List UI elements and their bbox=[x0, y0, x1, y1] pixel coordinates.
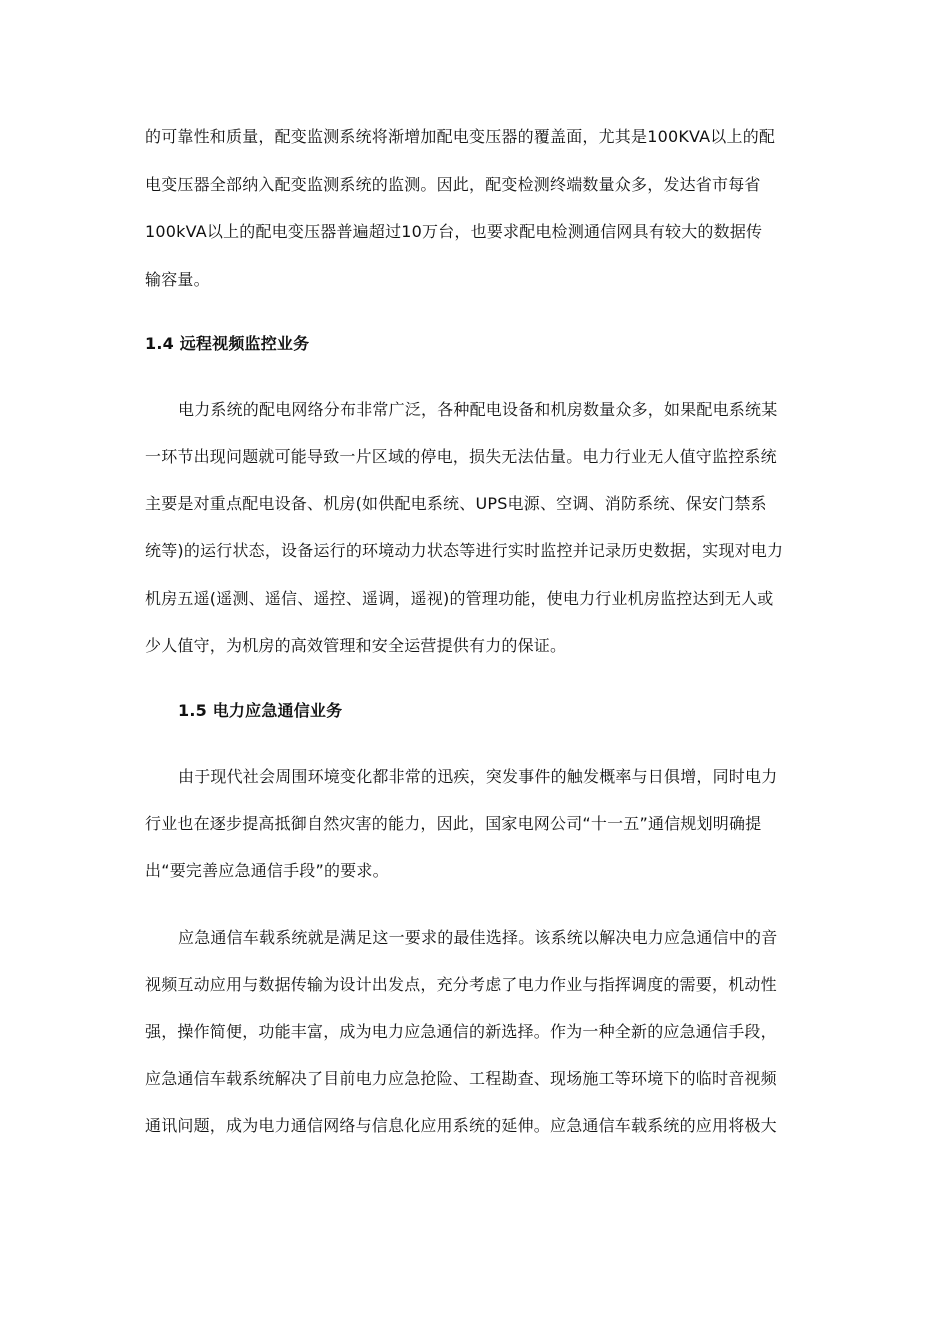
paragraph-line: 主要是对重点配电设备、机房(如供配电系统、UPS电源、空调、消防系统、保安门禁系 bbox=[145, 494, 767, 513]
paragraph-line: 统等)的运行状态，设备运行的环境动力状态等进行实时监控并记录历史数据，实现对电力 bbox=[145, 541, 784, 560]
paragraph-line: 视频互动应用与数据传输为设计出发点，充分考虑了电力作业与指挥调度的需要，机动性 bbox=[145, 975, 777, 994]
paragraph-line: 应急通信车载系统就是满足这一要求的最佳选择。该系统以解决电力应急通信中的音 bbox=[178, 928, 778, 947]
paragraph-line: 行业也在逐步提高抵御自然灾害的能力，因此，国家电网公司“十一五”通信规划明确提 bbox=[145, 814, 762, 833]
paragraph-line: 由于现代社会周围环境变化都非常的迅疾，突发事件的触发概率与日俱增，同时电力 bbox=[178, 767, 778, 786]
paragraph-line: 100kVA以上的配电变压器普遍超过10万台，也要求配电检测通信网具有较大的数据传 bbox=[145, 222, 763, 241]
paragraph-line: 少人值守，为机房的高效管理和安全运营提供有力的保证。 bbox=[145, 636, 567, 655]
paragraph-line: 电变压器全部纳入配变监测系统的监测。因此，配变检测终端数量众多，发达省市每省 bbox=[145, 175, 761, 194]
paragraph-line: 的可靠性和质量，配变监测系统将渐增加配电变压器的覆盖面，尤其是100KVA以上的配 bbox=[145, 127, 776, 146]
paragraph-line: 应急通信车载系统解决了目前电力应急抢险、工程勘查、现场施工等环境下的临时音视频 bbox=[145, 1069, 777, 1088]
paragraph-line: 强，操作简便，功能丰富，成为电力应急通信的新选择。作为一种全新的应急通信手段， bbox=[145, 1022, 777, 1041]
paragraph-line: 输容量。 bbox=[145, 270, 210, 289]
paragraph-line: 机房五遥(遥测、遥信、遥控、遥调，遥视)的管理功能，使电力行业机房监控达到无人或 bbox=[145, 589, 774, 608]
paragraph-line: 一环节出现问题就可能导致一片区域的停电，损失无法估量。电力行业无人值守监控系统 bbox=[145, 447, 777, 466]
paragraph-line: 通讯问题，成为电力通信网络与信息化应用系统的延伸。应急通信车载系统的应用将极大 bbox=[145, 1116, 777, 1135]
paragraph-line: 出“要完善应急通信手段”的要求。 bbox=[145, 861, 389, 880]
section-heading-1-4: 1.4 远程视频监控业务 bbox=[145, 334, 310, 353]
paragraph-line: 电力系统的配电网络分布非常广泛，各种配电设备和机房数量众多，如果配电系统某 bbox=[178, 400, 778, 419]
section-heading-1-5: 1.5 电力应急通信业务 bbox=[178, 701, 343, 720]
